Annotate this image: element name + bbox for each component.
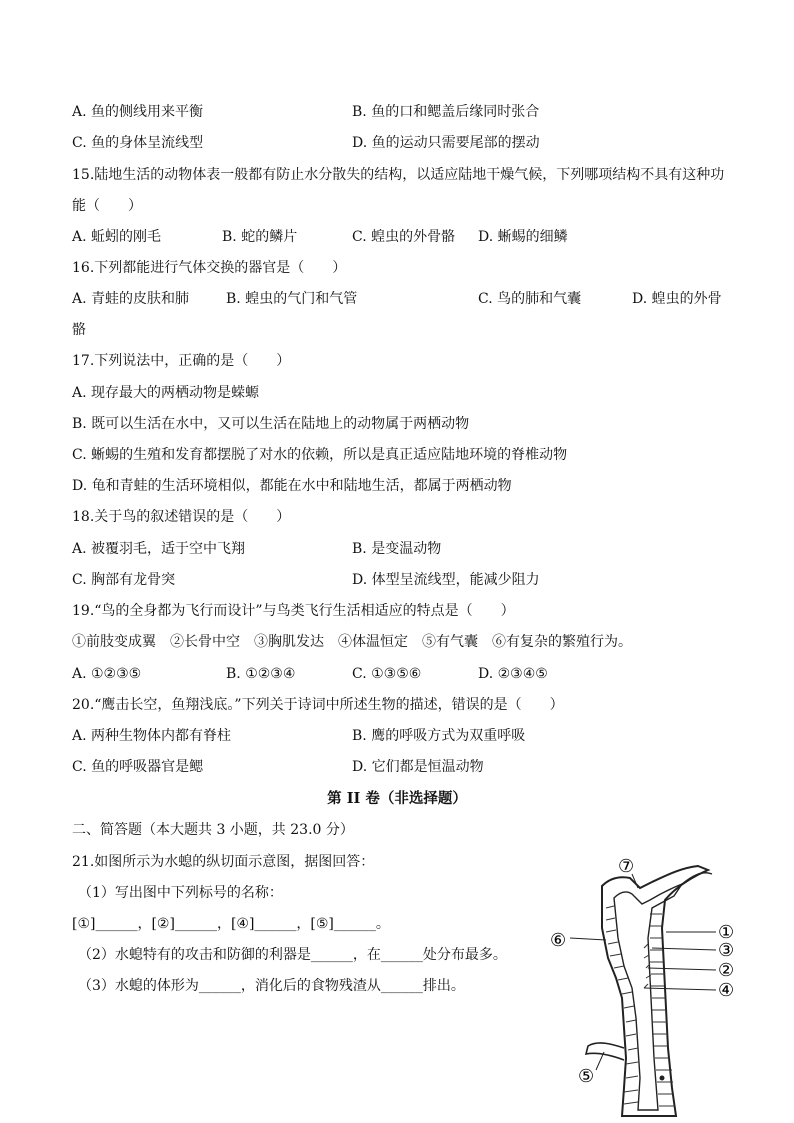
q18-option-c: C. 胸部有龙骨突 — [72, 572, 176, 588]
figure-label-3: ③ — [718, 940, 735, 961]
q14-option-b: B. 鱼的口和鳃盖后缘同时张合 — [352, 104, 540, 120]
figure-label-7: ⑦ — [618, 856, 635, 877]
q18-stem: 18.关于鸟的叙述错误的是（ ） — [72, 509, 291, 525]
leader-line-5 — [596, 1052, 604, 1070]
q16-option-d-continued: 骼 — [72, 322, 86, 338]
figure-label-1: ① — [718, 922, 735, 943]
q16-option-c: C. 鸟的肺和气囊 — [478, 291, 582, 307]
q21-part3: （3）水螅的体形为______，消化后的食物残渣从______排出。 — [78, 978, 465, 994]
q17-option-c: C. 蜥蜴的生殖和发育都摆脱了对水的依赖，所以是真正适应陆地环境的脊椎动物 — [72, 447, 568, 463]
hydra-bud — [586, 1043, 624, 1060]
q17-option-a: A. 现存最大的两栖动物是蝾螈 — [72, 385, 260, 401]
hydra-cavity-dot — [660, 1076, 665, 1081]
figure-label-2: ② — [718, 960, 735, 981]
leader-line-2 — [648, 968, 716, 970]
q20-option-d: D. 它们都是恒温动物 — [352, 759, 484, 775]
q16-option-a: A. 青蛙的皮肤和肺 — [72, 291, 190, 307]
q21-part1-blanks: [①]______，[②]______，[④]______，[⑤]______。 — [72, 916, 390, 932]
q21-part2: （2）水螅特有的攻击和防御的利器是______，在______处分布最多。 — [78, 947, 507, 963]
q17-stem: 17.下列说法中，正确的是（ ） — [72, 353, 291, 369]
q15-option-b: B. 蛇的鳞片 — [222, 229, 298, 245]
q19-option-c: C. ①③⑤⑥ — [352, 666, 422, 682]
section2-heading: 二、简答题（本大题共 3 小题，共 23.0 分） — [72, 822, 354, 838]
q20-option-c: C. 鱼的呼吸器官是鳃 — [72, 759, 204, 775]
q19-option-a: A. ①②③⑤ — [72, 666, 142, 682]
q14-option-d: D. 鱼的运动只需要尾部的摆动 — [352, 135, 540, 151]
q15-option-d: D. 蜥蜴的细鳞 — [478, 229, 568, 245]
q20-stem: 20.“鹰击长空，鱼翔浅底。”下列关于诗词中所述生物的描述，错误的是（ ） — [72, 697, 564, 713]
q14-option-c: C. 鱼的身体呈流线型 — [72, 135, 204, 151]
q19-option-b: B. ①②③④ — [226, 666, 296, 682]
q19-option-d: D. ②③④⑤ — [478, 666, 548, 682]
q20-option-b: B. 鹰的呼吸方式为双重呼吸 — [352, 728, 526, 744]
leader-line-6 — [570, 938, 606, 940]
q18-option-d: D. 体型呈流线型，能减少阻力 — [352, 572, 540, 588]
q21-part1: （1）写出图中下列标号的名称： — [78, 885, 283, 901]
q20-option-a: A. 两种生物体内都有脊柱 — [72, 728, 232, 744]
leader-line-4 — [644, 988, 716, 990]
q19-stem: 19.“鸟的全身都为飞行而设计”与鸟类飞行生活相适应的特点是（ ） — [72, 603, 515, 619]
figure-label-4: ④ — [718, 980, 735, 1001]
q15-stem-line1: 15.陆地生活的动物体表一般都有防止水分散失的结构，以适应陆地干燥气候，下列哪项结构不具有这种功 — [72, 167, 725, 183]
q16-option-b: B. 蝗虫的气门和气管 — [226, 291, 358, 307]
q16-stem: 16.下列都能进行气体交换的器官是（ ） — [72, 260, 347, 276]
hydra-diagram — [540, 848, 740, 1120]
q15-option-a: A. 蚯蚓的刚毛 — [72, 229, 162, 245]
figure-label-5: ⑤ — [578, 1066, 595, 1087]
section2-title: 第 II 卷（非选择题） — [327, 790, 467, 807]
q17-option-d: D. 龟和青蛙的生活环境相似，都能在水中和陆地生活，都属于两栖动物 — [72, 478, 512, 494]
q21-stem: 21.如图所示为水螅的纵切面示意图，据图回答： — [72, 854, 375, 870]
q17-option-b: B. 既可以生活在水中，又可以生活在陆地上的动物属于两栖动物 — [72, 416, 470, 432]
q15-option-c: C. 蝗虫的外骨骼 — [352, 229, 456, 245]
q14-option-a: A. 鱼的侧线用来平衡 — [72, 104, 204, 120]
q19-items: ①前肢变成翼 ②长骨中空 ③胸肌发达 ④体温恒定 ⑤有气囊 ⑥有复杂的繁殖行为。 — [72, 634, 632, 650]
q18-option-b: B. 是变温动物 — [352, 541, 442, 557]
figure-label-6: ⑥ — [550, 930, 567, 951]
q16-option-d: D. 蝗虫的外骨 — [632, 291, 722, 307]
q18-option-a: A. 被覆羽毛，适于空中飞翔 — [72, 541, 246, 557]
q15-stem-line2: 能（ ） — [72, 198, 142, 214]
